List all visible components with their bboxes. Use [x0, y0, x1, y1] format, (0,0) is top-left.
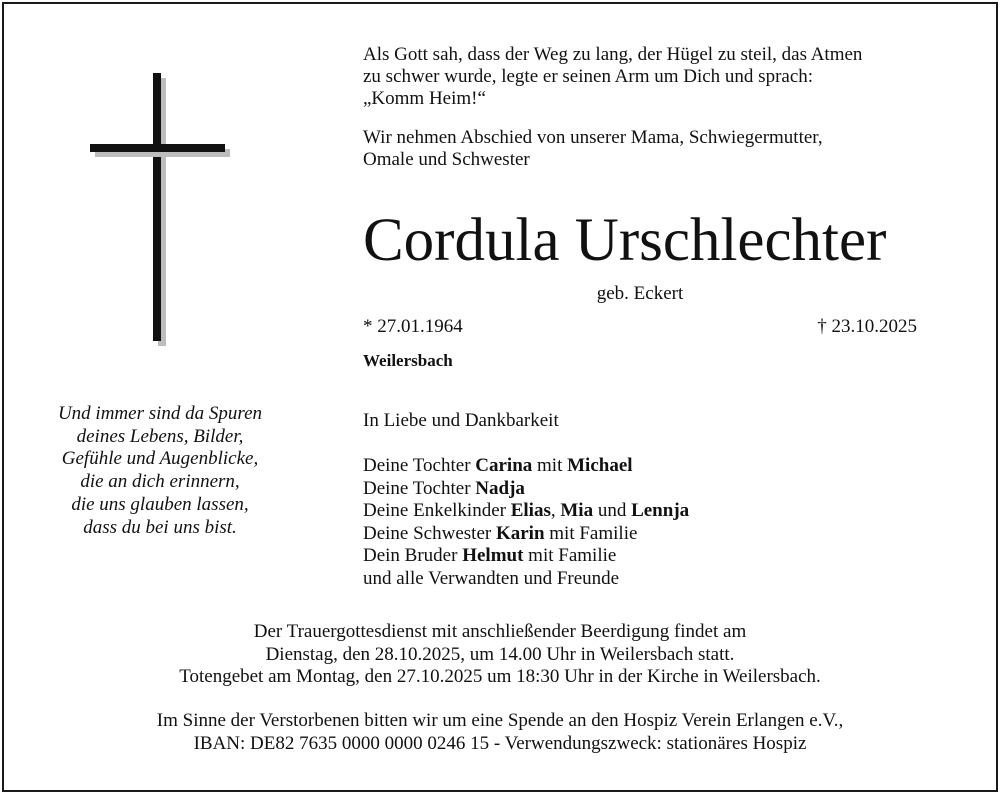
- farewell-line: Wir nehmen Abschied von unserer Mama, Schwiegermutter,: [363, 127, 823, 148]
- service-line: Totengebet am Montag, den 27.10.2025 um 18:30 Uhr in der Kirche in Weilersbach.: [179, 666, 821, 687]
- poem-line: deines Lebens, Bilder,: [76, 425, 244, 447]
- family-member-line: Dein Bruder Helmut mit Familie: [363, 545, 617, 567]
- family-member-line: Deine Tochter Carina mit Michael: [363, 455, 633, 476]
- intro-line: zu schwer wurde, legte er seinen Arm um Dich und sprach:: [363, 66, 814, 87]
- intro-text: [363, 44, 983, 171]
- service-line: Der Trauergottesdienst mit anschließender Beerdigung findet am: [253, 621, 747, 642]
- family-member-line: Deine Schwester Karin mit Familie: [363, 522, 638, 544]
- poem-line: dass du bei uns bist.: [83, 516, 237, 538]
- intro-line: Als Gott sah, dass der Weg zu lang, der Hügel zu steil, das Atmen: [363, 44, 863, 65]
- family-member-line: Deine Enkelkinder Elias, Mia und Lennja: [363, 500, 690, 522]
- residence-place: Weilersbach: [363, 351, 453, 370]
- cross-vertical-beam: [153, 73, 161, 341]
- birth-name: geb. Eckert: [596, 283, 684, 304]
- family-member-line: Deine Tochter Nadja: [363, 477, 525, 499]
- donation-line: IBAN: DE82 7635 0000 0000 0246 15 - Verwendungszweck: stationäres Hospiz: [193, 732, 807, 754]
- service-line: Dienstag, den 28.10.2025, um 14.00 Uhr in Weilersbach statt.: [265, 643, 735, 665]
- poem: [20, 403, 300, 539]
- death-date: † 23.10.2025: [817, 316, 917, 337]
- poem-line: Und immer sind da Spuren: [57, 403, 263, 424]
- donation-line: Im Sinne der Verstorbenen bitten wir um eine Spende an den Hospiz Verein Erlangen e.V.,: [156, 710, 844, 731]
- poem-line: die uns glauben lassen,: [71, 493, 249, 515]
- cross-horizontal-beam: [90, 144, 225, 152]
- family-list: [363, 455, 983, 591]
- farewell-line: Omale und Schwester: [363, 149, 530, 170]
- intro-line: „Komm Heim!“: [363, 88, 486, 109]
- poem-line: Gefühle und Augenblicke,: [61, 448, 259, 470]
- deceased-name: Cordula Urschlechter: [363, 207, 887, 274]
- family-member-line: und alle Verwandten und Freunde: [363, 567, 620, 589]
- donation-info: [0, 710, 1000, 755]
- poem-line: die an dich erinnern,: [80, 471, 240, 493]
- birth-date: * 27.01.1964: [363, 316, 463, 337]
- love-line: In Liebe und Dankbarkeit: [363, 410, 559, 431]
- service-info: [0, 621, 1000, 689]
